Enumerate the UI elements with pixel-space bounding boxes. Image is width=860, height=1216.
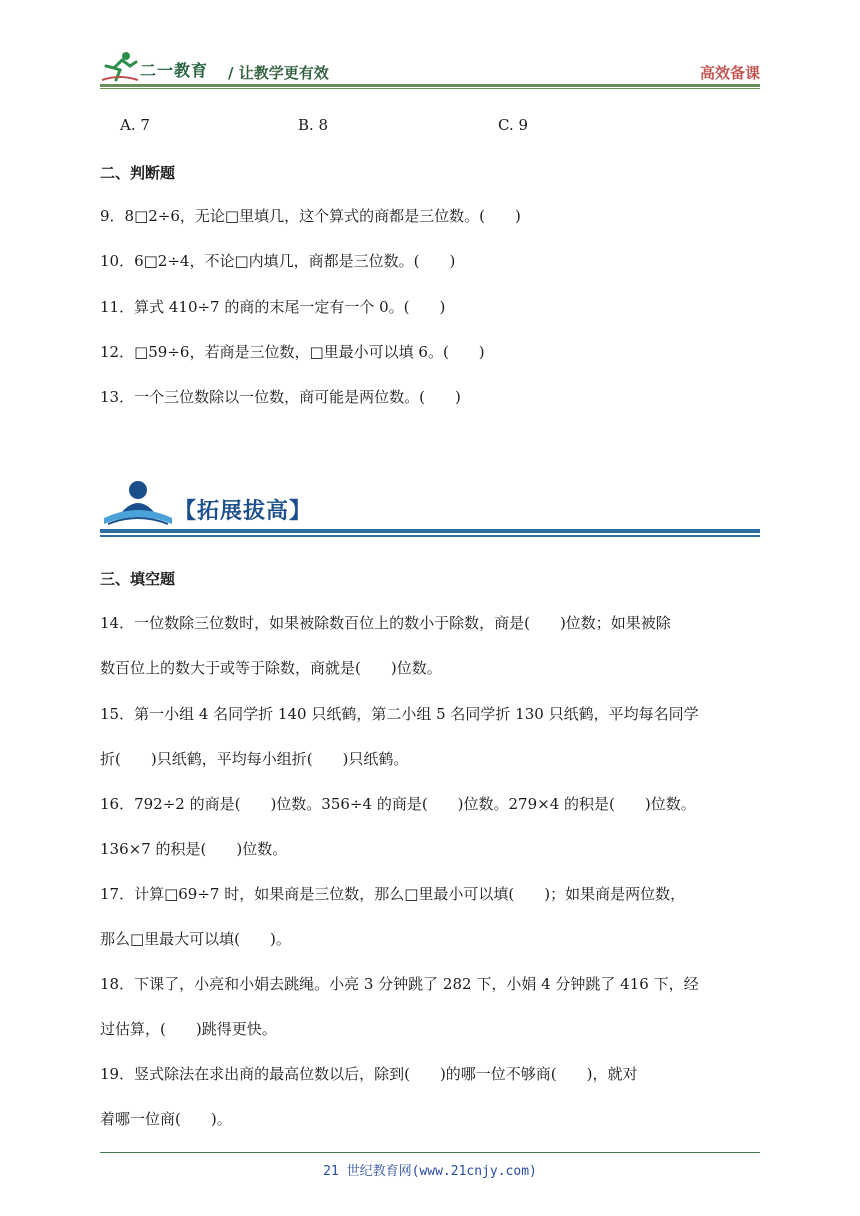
question-10: 10．6□2÷4，不论□内填几，商都是三位数。( ) [100,252,456,270]
section-banner [100,478,760,538]
runner-logo-icon [100,50,140,84]
question-19-line-2: 着哪一位商( )。 [100,1110,232,1128]
slogan: / 让教学更有效 [228,64,329,82]
question-18-line-2: 过估算，( )跳得更快。 [100,1020,277,1038]
question-19-line-1: 19．竖式除法在求出商的最高位数以后，除到( )的哪一位不够商( )，就对 [100,1065,638,1083]
question-16-line-1: 16．792÷2 的商是( )位数。356÷4 的商是( )位数。279×4 的积是( )位数。 [100,795,696,813]
question-15-line-1: 15．第一小组 4 名同学折 140 只纸鹤，第二小组 5 名同学折 130 只纸鹤，平均每名同学 [100,705,699,723]
page-header [100,50,760,84]
logo [100,50,220,84]
question-11: 11．算式 410÷7 的商的末尾一定有一个 0。( ) [100,298,446,316]
header-badge: 高效备课 [699,64,760,82]
banner-divider [100,529,760,533]
option-c: C. 9 [498,116,529,134]
header-divider [100,84,760,87]
logo-text: 二一教育 [140,61,209,80]
footer-link[interactable]: 21 世纪教育网(www.21cnjy.com) [323,1164,537,1179]
section-title-judgement: 二、判断题 [100,164,176,182]
question-12: 12．□59÷6，若商是三位数，□里最小可以填 6。( ) [100,343,485,361]
section-title-fill-in: 三、填空题 [100,570,176,588]
header-divider-thin [100,88,760,89]
question-17-line-2: 那么□里最大可以填( )。 [100,930,291,948]
banner-divider-thin [100,535,760,537]
footer-divider [100,1152,760,1153]
banner-title: 【拓展拔高】 [174,499,313,524]
question-18-line-1: 18．下课了，小亮和小娟去跳绳。小亮 3 分钟跳了 282 下，小娟 4 分钟跳了 416 下，经 [100,975,699,993]
option-a: A. 7 [120,116,150,134]
reader-book-icon [100,478,176,530]
question-13: 13．一个三位数除以一位数，商可能是两位数。( ) [100,388,461,406]
question-9: 9．8□2÷6，无论□里填几，这个算式的商都是三位数。( ) [100,207,521,225]
question-14-line-2: 数百位上的数大于或等于除数，商就是( )位数。 [100,659,442,677]
option-b: B. 8 [298,116,329,134]
question-16-line-2: 136×7 的积是( )位数。 [100,840,288,858]
question-15-line-2: 折( )只纸鹤，平均每小组折( )只纸鹤。 [100,750,409,768]
question-17-line-1: 17．计算□69÷7 时，如果商是三位数，那么□里最小可以填( )；如果商是两位数， [100,885,686,903]
question-14-line-1: 14．一位数除三位数时，如果被除数百位上的数小于除数，商是( )位数；如果被除 [100,614,671,632]
